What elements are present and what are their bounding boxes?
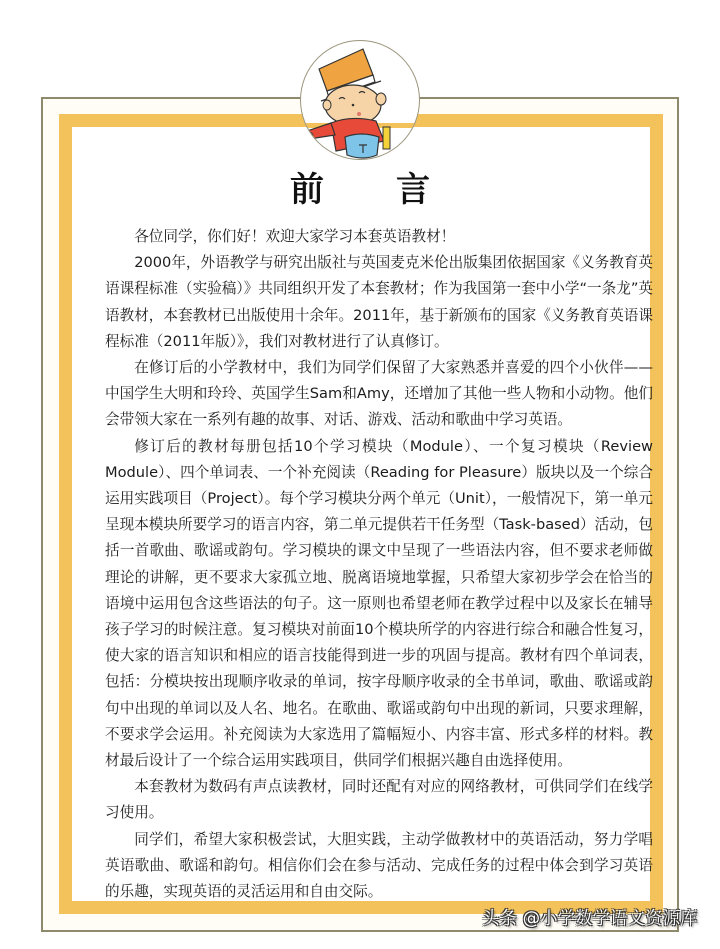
paragraph-characters: 在修订后的小学教材中，我们为同学们保留了大家熟悉并喜爱的四个小伙伴——中国学生大明和玲玲、英国学生Sam和Amy，还增加了其他一些人物和小动物。他们会带领大家在一系列有趣的故事、对话、游戏、活动和歌曲中学习英语。 <box>105 359 653 429</box>
paragraph-history: 2000年，外语教学与研究出版社与英国麦克米伦出版集团依据国家《义务教育英语课程标准（实验稿）》共同组织开发了本套教材；作为我国第一套中小学“一条龙”英语教材，本套教材已出版使用十余年。2011年，基于新颁布的国家《义务教育英语课程标准（2011年版）》，我们对教材进行了认真修订。 <box>105 254 653 350</box>
title-char-2: 言 <box>396 170 430 210</box>
page-title <box>0 162 720 211</box>
paragraph-digital: 本套教材为数码有声点读教材，同时还配有对应的网络教材，可供同学们在线学习使用。 <box>105 778 653 822</box>
paragraph-closing: 同学们，希望大家积极尝试，大胆实践，主动学做教材中的英语活动，努力学唱英语歌曲、歌谣和韵句。相信你们会在参与活动、完成任务的过程中体会到学习英语的乐趣，实现英语的灵活运用和自由交际。 <box>105 830 653 901</box>
preface-body <box>105 224 653 905</box>
title-char-1: 前 <box>290 170 324 210</box>
paragraph-greeting: 各位同学，你们好！欢迎大家学习本套英语教材！ <box>134 228 456 245</box>
watermark-text: 头条 @小学数学语文资源库 <box>482 909 698 929</box>
paragraph-structure: 修订后的教材每册包括10个学习模块（Module）、一个复习模块（Review Module）、四个单词表、一个补充阅读（Reading for Pleasure）版块以及一个综合运用实践项目（Project）。每个学习模块分两个单元（Unit），一般情况下，第一单元呈现本模块所要学习的语言内容，第二单元提供若干任务型（Task-based）活动，包括一首歌曲、歌谣或韵句。学习模块的课文中呈现了一些语法内容，但不要求老师做理论的讲解，更不要求大家孤立地、脱离语境地掌握，只希望大家初步学会在恰当的语境中运用包含这些语法的句子。这一原则也希望老师在教学过程中以及家长在辅导孩子学习的时候注意。复习模块对前面10个模块所学的内容进行综合和融合性复习，使大家的语言知识和相应的语言技能得到进一步的巩固与提高。教材有四个单词表，包括：分模块按出现顺序收录的单词，按字母顺序收录的全书单词，歌曲、歌谣或韵句中出现的单词以及人名、地名。在歌曲、歌谣或韵句中出现的新词，只要求理解，不要求学会运用。补充阅读为大家选用了篇幅短小、内容丰富、形式多样的材料。教材最后设计了一个综合运用实践项目，供同学们根据兴趣自由选择使用。 <box>105 437 653 770</box>
mascot-boy-icon <box>300 40 420 160</box>
